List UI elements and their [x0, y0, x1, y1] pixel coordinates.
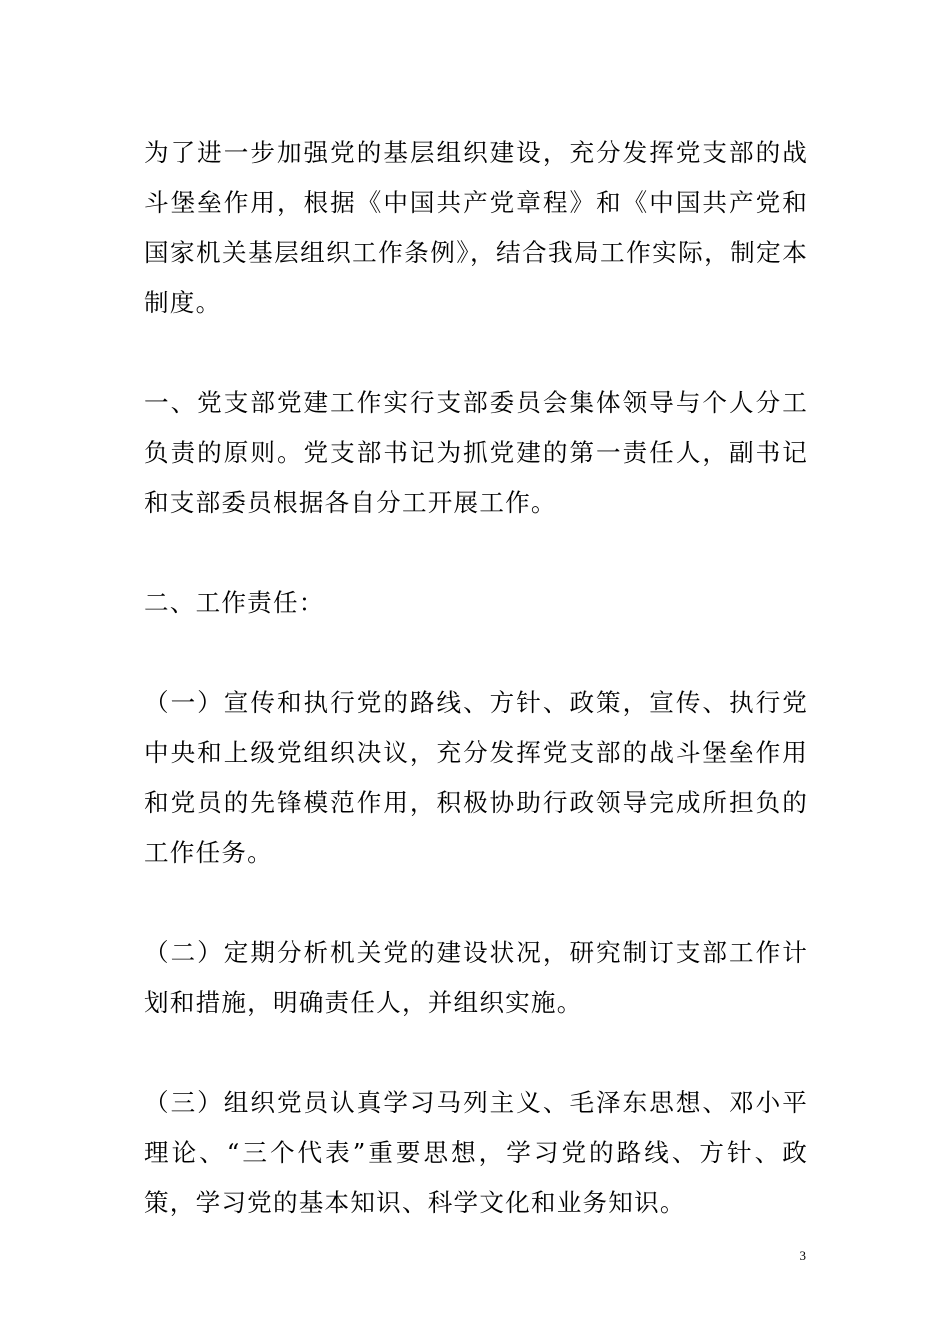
- paragraph-item-3: （三）组织党员认真学习马列主义、毛泽东思想、邓小平理论、“三个代表”重要思想，学习党的路线、方针、政策，学习党的基本知识、科学文化和业务知识。: [144, 1088, 808, 1217]
- paragraph-section-1: 一、党支部党建工作实行支部委员会集体领导与个人分工负责的原则。党支部书记为抓党建的第一责任人，副书记和支部委员根据各自分工开展工作。: [144, 388, 808, 517]
- page-number: 3: [799, 1248, 806, 1263]
- paragraph-section-2-heading: 二、工作责任：: [144, 588, 325, 617]
- paragraph-item-2: （二）定期分析机关党的建设状况，研究制订支部工作计划和措施，明确责任人，并组织实施。: [144, 938, 808, 1017]
- paragraph-item-1: （一）宣传和执行党的路线、方针、政策，宣传、执行党中央和上级党组织决议，充分发挥党支部的战斗堡垒作用和党员的先锋模范作用，积极协助行政领导完成所担负的工作任务。: [144, 688, 808, 867]
- paragraph-intro: 为了进一步加强党的基层组织建设，充分发挥党支部的战斗堡垒作用，根据《中国共产党章程》和《中国共产党和国家机关基层组织工作条例》，结合我局工作实际，制定本制度。: [144, 138, 808, 317]
